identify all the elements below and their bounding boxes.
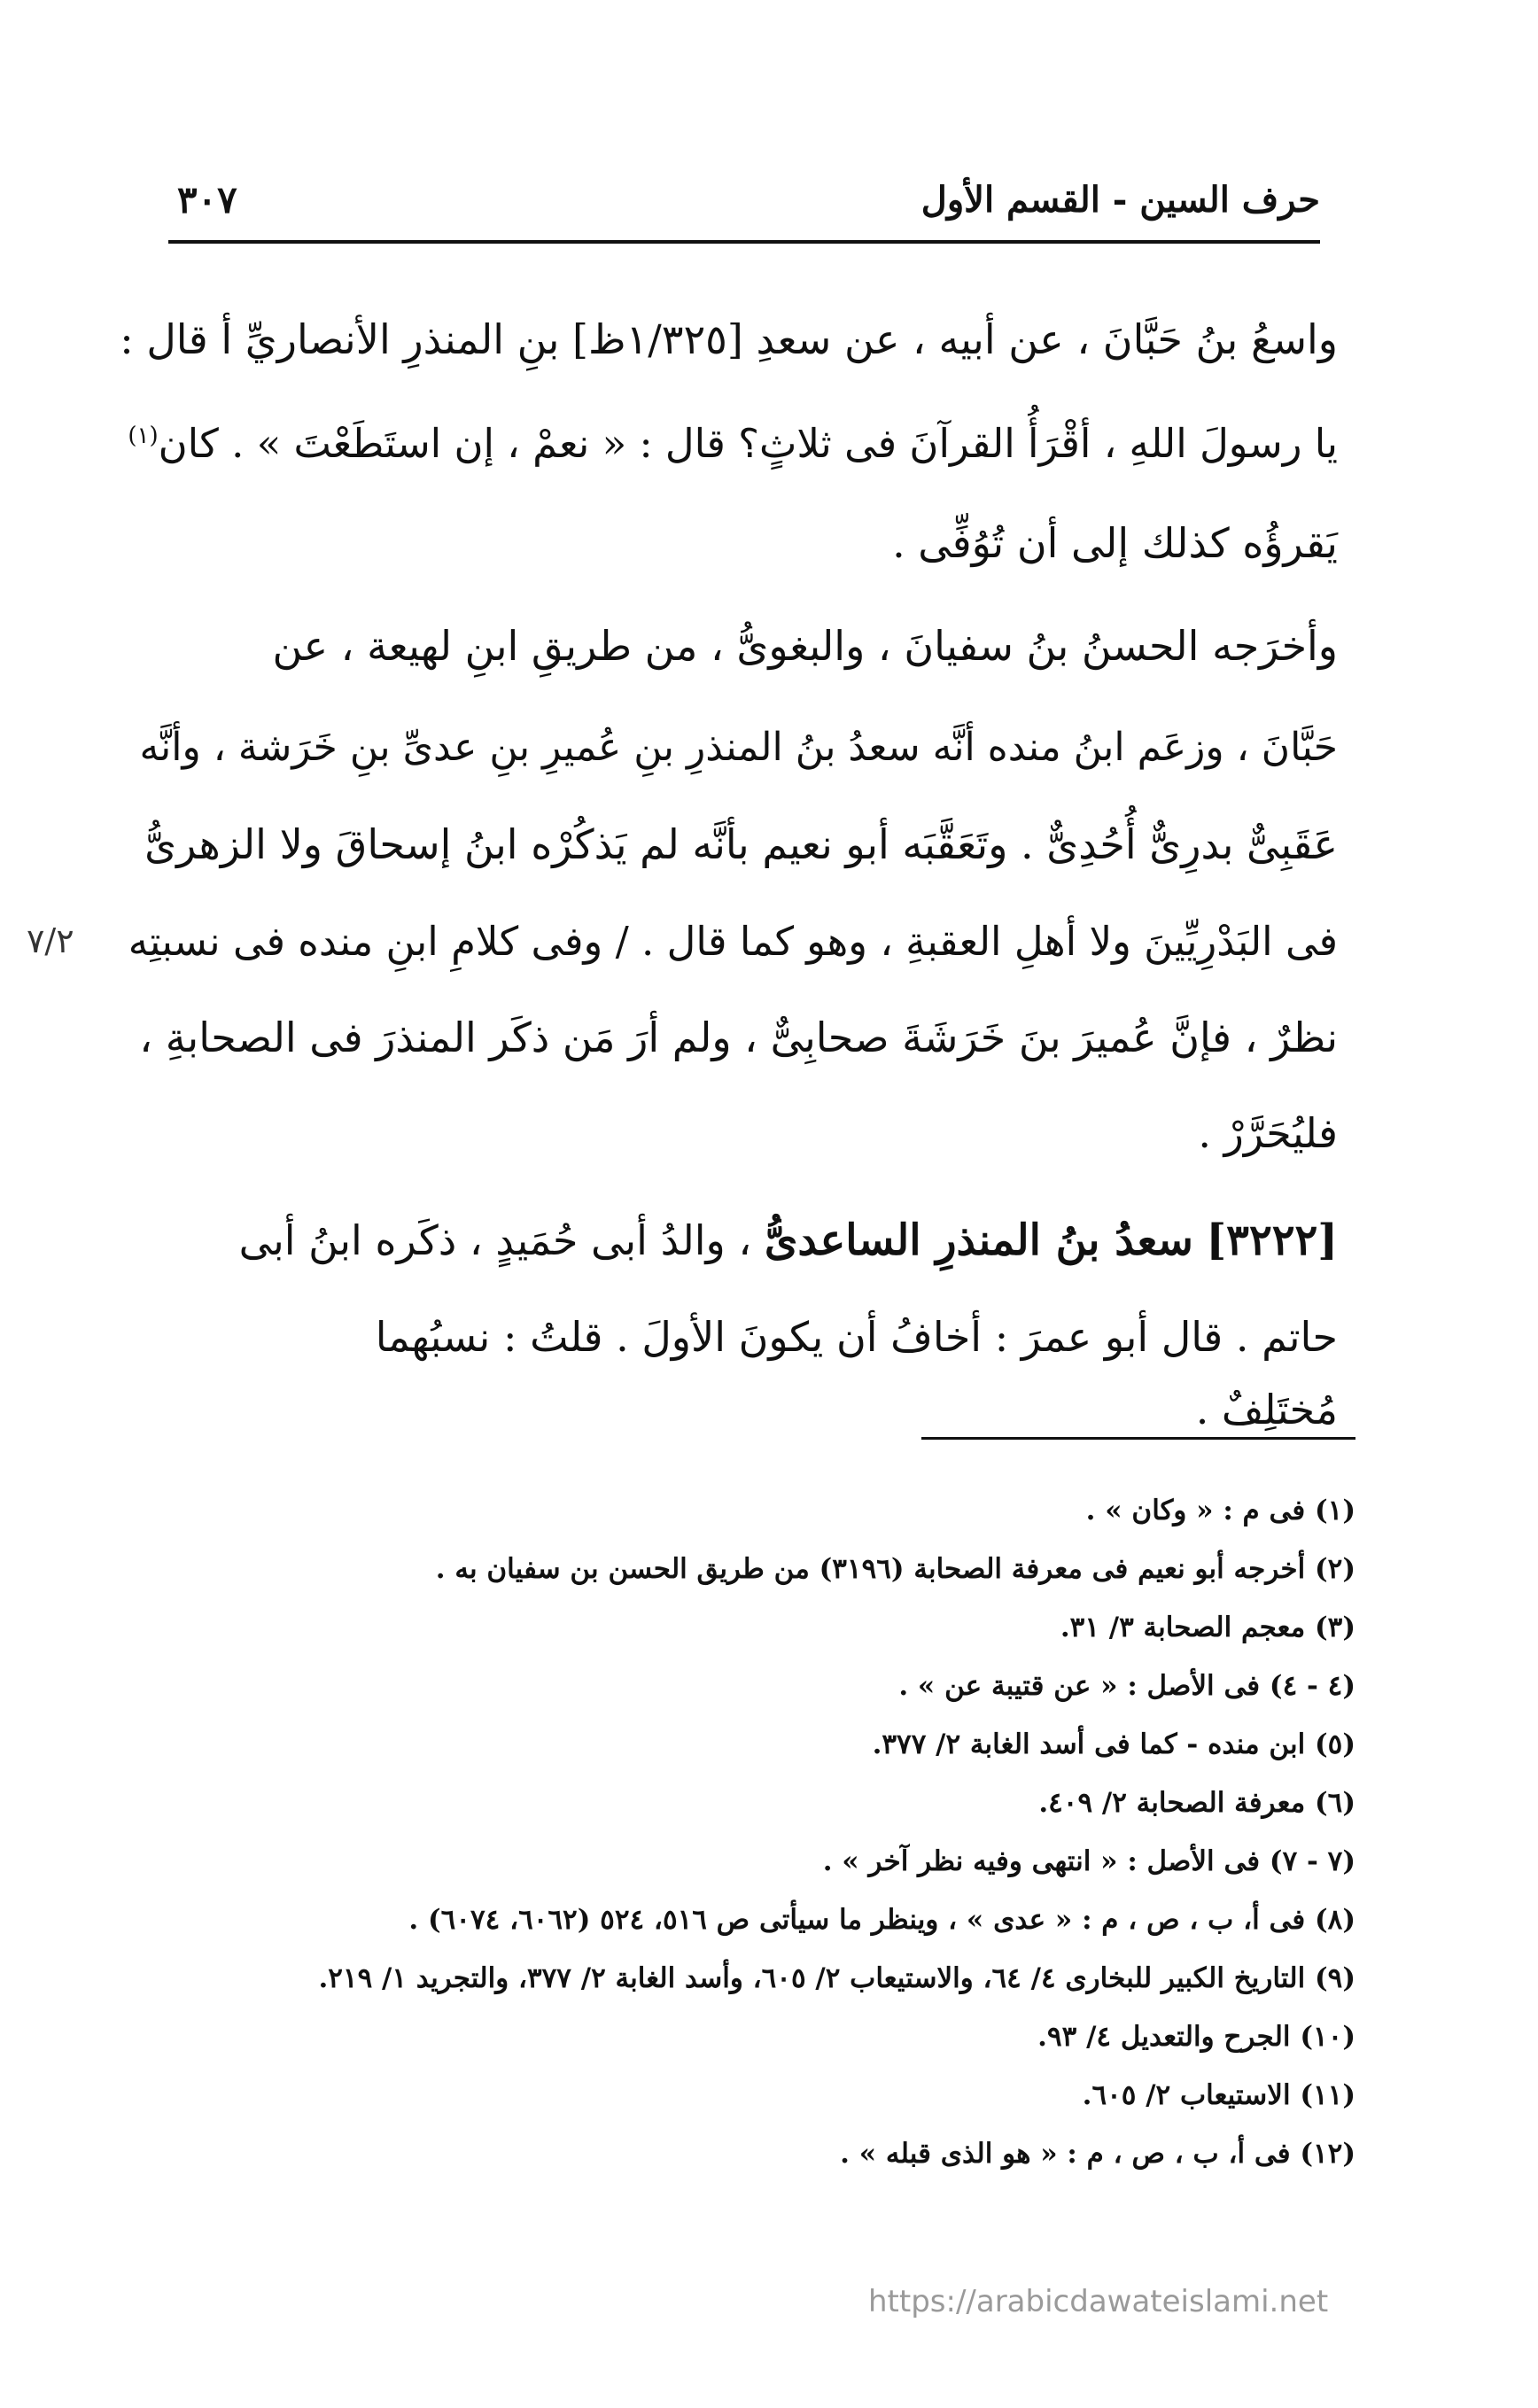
footnote: (١) فى م : « وكان » .	[1085, 1495, 1355, 1526]
footnote: (٩) التاريخ الكبير للبخارى ٤/ ٦٤، والاستيعاب ٢/ ٦٠٥، وأسد الغابة ٢/ ٣٧٧، والتجريد ١/ ٢١٩.	[318, 1962, 1355, 1994]
footnote-marker: (١)	[128, 423, 159, 449]
footnote: (٢) أخرجه أبو نعيم فى معرفة الصحابة (٣١٩٦) من طريق الحسن بن سفيان به .	[435, 1553, 1355, 1585]
entry-number: [٣٢٢٢]	[1206, 1216, 1338, 1265]
footnote: (٦) معرفة الصحابة ٢/ ٤٠٩.	[1038, 1787, 1355, 1819]
page-header	[177, 174, 1320, 236]
footnote: (١٢) فى أ، ب ، ص ، م : « هو الذى قبله » .	[840, 2138, 1355, 2170]
margin-reference: ٧/٢	[27, 921, 74, 960]
footnote: (٧ - ٧) فى الأصل : « انتهى وفيه نظر آخر » .	[822, 1845, 1355, 1877]
text-line: وأخرَجه الحسنُ بنُ سفيانَ ، والبغوىُّ ، من طريقِ ابنِ لهيعة ، عن	[272, 622, 1338, 670]
text-line: نظرٌ ، فإنَّ عُميرَ بنَ خَرَشَةَ صحابِىٌّ ، ولم أرَ مَن ذكَر المنذرَ فى الصحابةِ ،	[139, 1014, 1338, 1061]
entry-heading-line	[115, 1216, 1338, 1265]
entry-text: ، والدُ أبى حُمَيدٍ ، ذكَره ابنُ أبى	[238, 1216, 752, 1264]
text-line: مُختَلِفٌ .	[1195, 1386, 1338, 1433]
footnote: (٥) ابن منده - كما فى أسد الغابة ٢/ ٣٧٧.	[872, 1728, 1355, 1760]
text-line: فى البَدْرِيِّينَ ولا أهلِ العقبةِ ، وهو كما قال . / وفى كلامِ ابنِ منده فى نسبتِه	[128, 918, 1338, 965]
text-line: واسعُ بنُ حَبَّانَ ، عن أبيه ، عن سعدِ [١/٣٢٥ظ] بنِ المنذرِ الأنصاريِّ أ قال :	[120, 315, 1338, 363]
page-number: ٣٠٧	[177, 178, 237, 221]
footnote: (٨) فى أ، ب ، ص ، م : « عدى » ، وينظر ما سيأتى ص ٥١٦، ٥٢٤ (٦٠٦٢، ٦٠٧٤) .	[408, 1904, 1355, 1936]
footnote: (٣) معجم الصحابة ٣/ ٣١.	[1060, 1612, 1355, 1643]
footnote: (١١) الاستيعاب ٢/ ٦٠٥.	[1082, 2079, 1355, 2111]
page-title: حرف السين - القسم الأول	[920, 179, 1320, 221]
text-line: يا رسولَ اللهِ ، أقْرَأُ القرآنَ فى ثلاثٍ؟ قال : « نعمْ ، إن استَطَعْتَ » . كان$^{(١)}$	[128, 420, 1338, 467]
text-line: فليُحَرَّرْ .	[1198, 1109, 1338, 1157]
footnote: (١٠) الجرح والتعديل ٤/ ٩٣.	[1037, 2021, 1355, 2053]
entry-heading: سعدُ بنُ المنذرِ الساعدىُّ	[764, 1216, 1193, 1265]
header-divider	[168, 240, 1320, 244]
watermark: https://arabicdawateislami.net	[868, 2284, 1329, 2319]
text-line: يَقرؤُه كذلك إلى أن تُوُفِّى .	[892, 519, 1338, 567]
footnote-divider	[921, 1437, 1355, 1440]
text-line: عَقَبِىٌّ بدرِىٌّ أُحُدِىٌّ . وتَعَقَّبَه أبو نعيم بأنَّه لم يَذكُرْه ابنُ إسحاقَ ولا الزهرىُّ	[144, 820, 1338, 868]
text-line: حاتم . قال أبو عمرَ : أخافُ أن يكونَ الأولَ . قلتُ : نسبُهما	[375, 1313, 1338, 1361]
footnote: (٤ - ٤) فى الأصل : « عن قتيبة عن » .	[898, 1670, 1355, 1702]
text-line: حَبَّانَ ، وزعَم ابنُ منده أنَّه سعدُ بنُ المنذرِ بنِ عُميرِ بنِ عدىِّ بنِ خَرَشة ، وأنَّه	[139, 725, 1338, 770]
